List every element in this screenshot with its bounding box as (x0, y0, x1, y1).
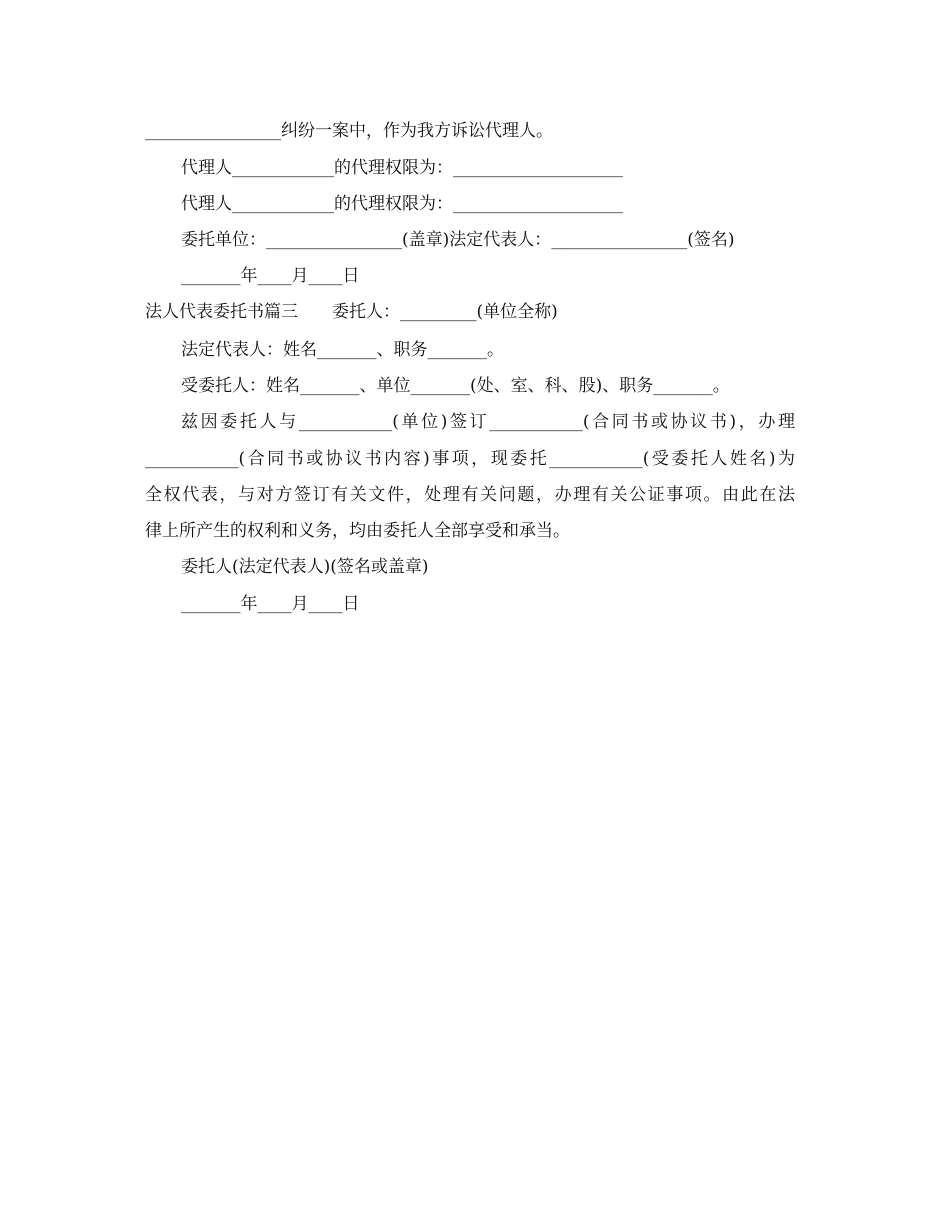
line-date-1: _______年____月____日 (181, 266, 360, 286)
paragraph-line-2: ___________(合同书或协议书内容)事项，现委托___________(受委托人姓名)为 (145, 449, 795, 469)
line-agent-authority-1: 代理人____________的代理权限为：____________________ (181, 158, 623, 178)
line-legal-representative: 法定代表人：姓名_______、职务_______。 (181, 340, 504, 360)
line-date-2: _______年____月____日 (181, 594, 360, 614)
line-signature-seal: 委托人(法定代表人)(签名或盖章) (181, 557, 429, 577)
paragraph-line-4: 律上所产生的权利和义务，均由委托人全部享受和承当。 (145, 521, 570, 541)
line-entrusting-unit-signature: 委托单位：________________(盖章)法定代表人：________________(签名) (181, 230, 735, 250)
paragraph-line-3: 全权代表，与对方签订有关文件，处理有关问题，办理有关公证事项。由此在法 (145, 485, 795, 505)
line-case-dispute: ________________纠纷一案中，作为我方诉讼代理人。 (145, 121, 553, 141)
line-trustee-info: 受委托人：姓名_______、单位_______(处、室、科、股)、职务_______。 (181, 376, 730, 396)
paragraph-line-1: 兹因委托人与___________(单位)签订___________(合同书或协议书)，办理 (181, 412, 795, 432)
line-agent-authority-2: 代理人____________的代理权限为：____________________ (181, 194, 623, 214)
section-heading-part-three: 法人代表委托书篇三 委托人：_________(单位全称) (145, 302, 558, 322)
